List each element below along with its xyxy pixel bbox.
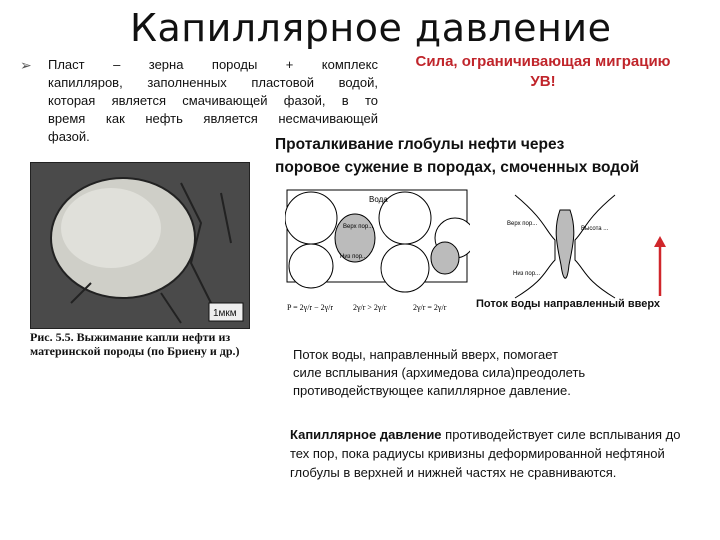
intro-line: капилляров, заполненных пластовой водой, xyxy=(48,75,378,90)
buoyancy-paragraph xyxy=(293,346,693,400)
bottom-pore-label-2: Низ пор... xyxy=(513,271,541,277)
arrow-bullet-icon: ➢ xyxy=(20,57,32,73)
upward-arrow-icon xyxy=(650,236,670,298)
red-note-line: УВ! xyxy=(530,73,556,90)
flow-label: Поток воды направленный вверх xyxy=(476,298,661,310)
paragraph-line: противодействующее капиллярное давление. xyxy=(293,383,571,398)
formula-1: P = 2γ/r − 2γ/r xyxy=(287,303,334,312)
scale-label: 1мкм xyxy=(213,308,237,319)
intro-line: время как нефть является несмачивающей xyxy=(48,111,378,126)
micrograph-image xyxy=(31,163,249,328)
formula-3: 2γ/r = 2γ/r xyxy=(413,303,447,312)
intro-line: которая является смачивающей фазой, в то xyxy=(48,93,378,108)
droplet-deformation-diagram xyxy=(505,190,625,300)
caption-line: материнской породы (по Бриену и др.) xyxy=(30,344,240,358)
subheading-line: Проталкивание глобулы нефти через xyxy=(275,136,565,153)
capillary-paragraph xyxy=(290,425,690,482)
red-note-line: Сила, ограничивающая миграцию xyxy=(415,53,671,70)
intro-line: фазой. xyxy=(48,129,90,144)
subheading xyxy=(275,133,705,179)
formula-2: 2γ/r > 2γ/r xyxy=(353,303,387,312)
intro-line: Пласт – зерна породы + комплекс xyxy=(48,57,378,72)
caption-line: Рис. 5.5. Выжимание капли нефти из xyxy=(30,330,231,344)
pore-throat-diagram xyxy=(285,188,470,338)
oil-droplet-photo xyxy=(30,162,250,329)
paragraph-line: Поток воды, направленный вверх, помогает xyxy=(293,347,558,362)
capillary-text: противодействует силе всплывания до тех пор, пока радиусы кривизны деформированной нефтяной глобулы в верхней и нижней частях не сравниваются. xyxy=(290,427,681,480)
height-label: Высота ... xyxy=(581,226,609,232)
top-pore-label: Верх пор... xyxy=(343,224,374,230)
capillary-term: Капиллярное давление xyxy=(290,427,442,442)
top-pore-label-2: Верх пор... xyxy=(507,221,538,227)
red-note xyxy=(388,52,698,92)
water-label: Вода xyxy=(369,195,388,204)
paragraph-line: силе всплывания (архимедова сила)преодолеть xyxy=(293,365,586,380)
slide-title: Капиллярное давление xyxy=(130,6,612,50)
bottom-pore-label: Низ пор... xyxy=(340,254,368,260)
subheading-line: поровое сужение в породах, смоченных водой xyxy=(275,159,640,176)
photo-caption xyxy=(30,330,260,358)
